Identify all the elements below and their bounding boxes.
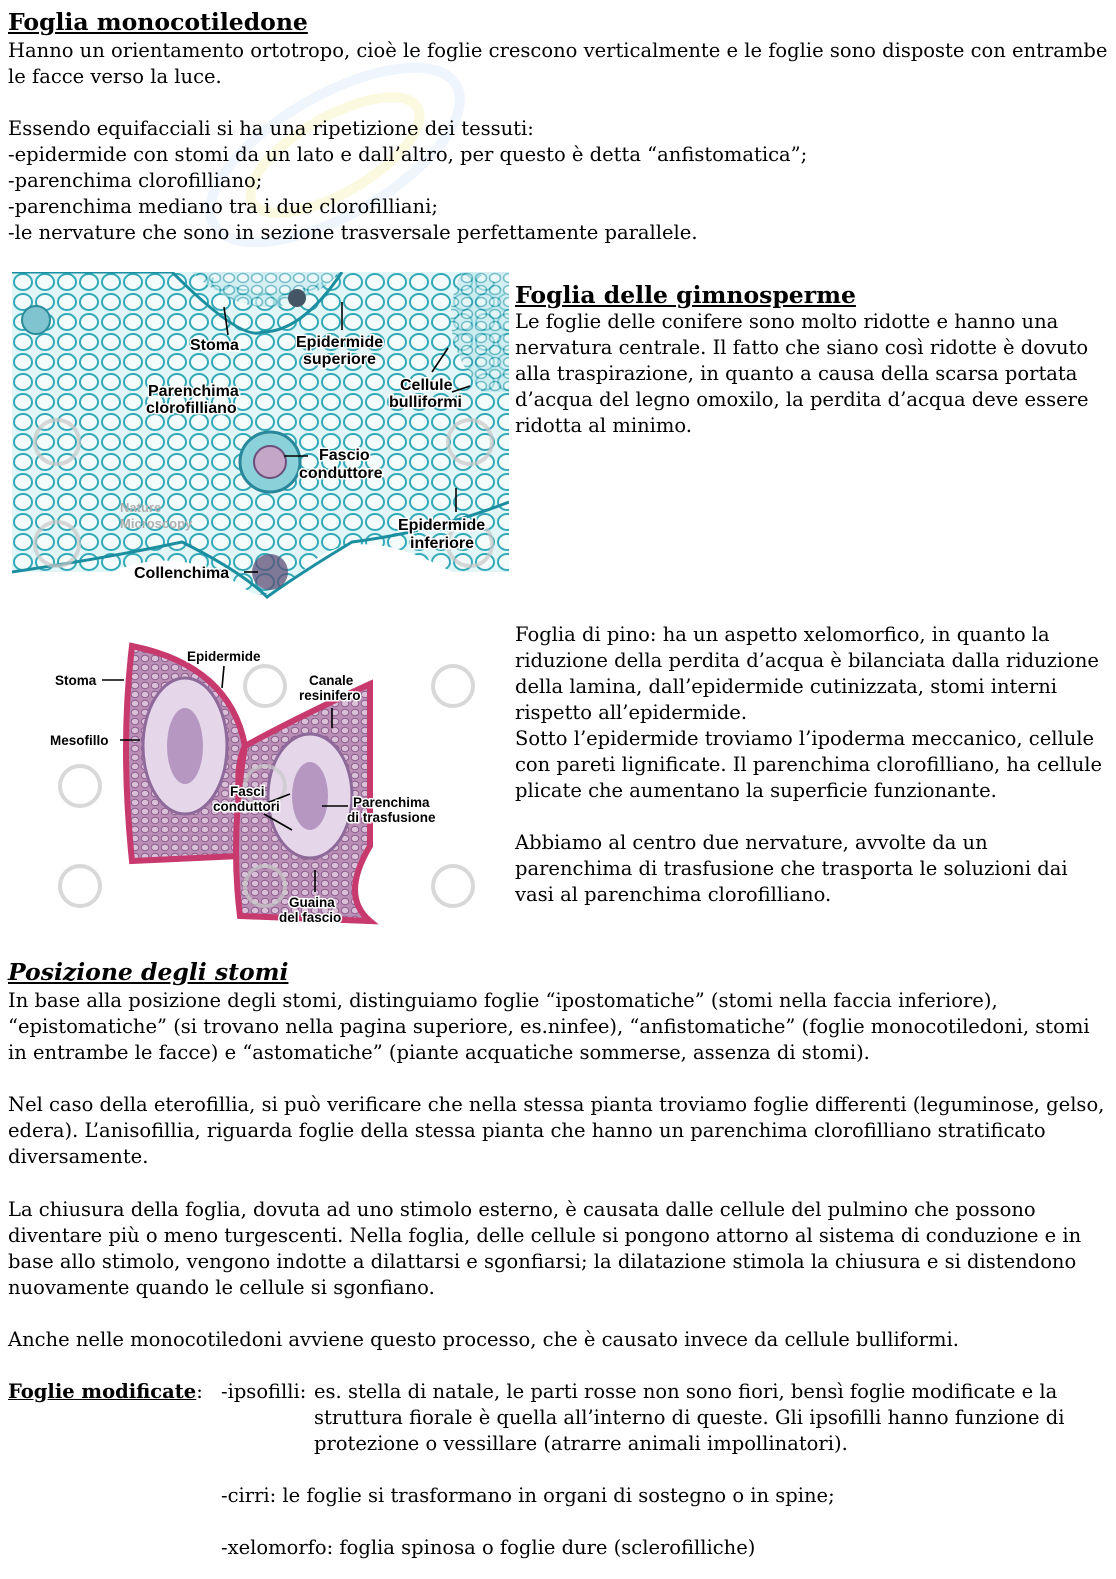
figure-label: Epidermide [398,517,486,534]
list-item: -parenchima mediano tra i due clorofilliani; [8,195,438,218]
watermark-text: Nature [120,500,162,515]
paragraph-line: Hanno un orientamento ortotropo, cioè le foglie crescono verticalmente e le foglie sono disposte con entrambe [8,39,1108,62]
figure-label: conduttore [299,465,383,482]
paragraph-line: Foglia di pino: ha un aspetto xelomorfico, in quanto la [515,623,1050,646]
paragraph-line: alla traspirazione, in quanto a causa della scarsa portata [515,362,1078,385]
list-item-head: -ipsofilli: [221,1380,307,1403]
figure-label: Cellule [400,377,453,394]
list-item: -epidermide con stomi da un lato e dall’altro, per questo è detta “anfistomatica”; [8,143,808,166]
paragraph-line: d’acqua del legno omoxilo, la perdita d’acqua deve essere [515,388,1089,411]
figure-label: Guaina [289,895,335,910]
figure-label: Parenchima [353,795,430,810]
figure-label: Stoma [55,673,97,688]
figure-label: Fascio [319,447,370,464]
section-title-gimnosperme: Foglia delle gimnosperme [515,281,856,309]
figure-label: inferiore [410,535,475,552]
pine-needle-micrograph [40,636,490,926]
paragraph-line: es. stella di natale, le parti rosse non sono fiori, bensì foglie modificate e la [314,1380,1058,1403]
paragraph-line: “epistomatiche” (si trovano nella pagina superiore, es.ninfee), “anfistomatiche” (foglie monocotiledoni, stomi [8,1015,1090,1038]
foglie-modificate-heading [8,1379,203,1405]
watermark-text: Microscopy [120,516,193,531]
paragraph-line: edera). L’anisofillia, riguarda foglie della stessa pianta che hanno un parenchima clorofilliano stratificato [8,1119,1046,1142]
heading-colon: : [196,1380,203,1403]
paragraph-line: La chiusura della foglia, dovuta ad uno stimolo esterno, è causata dalle cellule del pulmino che possono [8,1198,1036,1221]
paragraph-line: nervatura centrale. Il fatto che siano così ridotte è dovuto [515,336,1089,359]
paragraph-line: Le foglie delle conifere sono molto ridotte e hanno una [515,310,1059,333]
figure-label: conduttori [213,799,280,814]
paragraph-line: Abbiamo al centro due nervature, avvolte da un [515,831,988,854]
paragraph-line: base allo stimolo, vengono indotte a dilattarsi e sgonfiarsi; la dilatazione stimola la chiusura e si distendono [8,1250,1077,1273]
figure-label: bulliformi [389,394,462,411]
paragraph-line: vasi al parenchima clorofilliano. [515,883,832,906]
list-item: -parenchima clorofilliano; [8,169,263,192]
paragraph-line: In base alla posizione degli stomi, distinguiamo foglie “ipostomatiche” (stomi nella faccia inferiore), [8,989,998,1012]
paragraph-line: Sotto l’epidermide troviamo l’ipoderma meccanico, cellule [515,727,1095,750]
list-item: -xelomorfo: foglia spinosa o foglie dure (sclerofilliche) [221,1536,756,1559]
paragraph-line: protezione o vessillare (atrarre animali impollinatori). [314,1432,848,1455]
figure-label: Fasci [230,784,265,799]
figure-label: clorofilliano [146,400,237,417]
section-title-monocotiledone: Foglia monocotiledone [8,8,308,36]
paragraph-line: ridotta al minimo. [515,414,692,437]
paragraph-line: in entrambe le facce) e “astomatiche” (piante acquatiche sommerse, assenza di stomi). [8,1041,870,1064]
paragraph-line: della lamina, dall’epidermide cutinizzata, stomi interni [515,675,1058,698]
paragraph-line: plicate che aumentano la superficie funzionante. [515,779,997,802]
figure-label: di trasfusione [347,810,436,825]
figure-label: Epidermide [296,334,384,351]
paragraph-line: diventare più o meno turgescenti. Nella foglia, delle cellule si pongono attorno al sistema di conduzione e in [8,1224,1082,1247]
list-item: -cirri: le foglie si trasformano in organi di sostegno o in spine; [221,1484,835,1507]
figure-label: Stoma [190,337,239,354]
paragraph-line: Essendo equifacciali si ha una ripetizione dei tessuti: [8,117,534,140]
paragraph-line: parenchima di trasfusione che trasporta le soluzioni dai [515,857,1068,880]
figure-label: Canale [309,673,354,688]
paragraph-line: rispetto all’epidermide. [515,701,748,724]
figure-label: superiore [303,351,376,368]
section-title-posizione-stomi: Posizione degli stomi [8,958,289,986]
paragraph-line: struttura fiorale è quella all’interno di queste. Gli ipsofilli hanno funzione di [314,1406,1065,1429]
list-item: -le nervature che sono in sezione trasversale perfettamente parallele. [8,221,698,244]
figure-label: Collenchima [134,565,230,582]
figure-label: Epidermide [187,649,261,664]
paragraph-line: Anche nelle monocotiledoni avviene questo processo, che è causato invece da cellule bulliformi. [8,1328,959,1351]
paragraph-line: diversamente. [8,1145,149,1168]
paragraph-line: riduzione della perdita d’acqua è bilanciata dalla riduzione [515,649,1099,672]
paragraph-line: Nel caso della eterofillia, si può verificare che nella stessa pianta troviamo foglie differenti (leguminose, gelso, [8,1093,1105,1116]
figure-label: Mesofillo [50,733,109,748]
monocot-leaf-micrograph [12,272,509,602]
figure-label: resinifero [299,688,361,703]
paragraph-line: con pareti lignificate. Il parenchima clorofilliano, ha cellule [515,753,1103,776]
figure-label: Parenchima [148,383,239,400]
section-title-foglie-modificate: Foglie modificate [8,1380,197,1403]
figure-label: del fascio [279,910,342,925]
paragraph-line: le facce verso la luce. [8,65,222,88]
paragraph-line: nuovamente quando le cellule si sgonfiano. [8,1276,435,1299]
